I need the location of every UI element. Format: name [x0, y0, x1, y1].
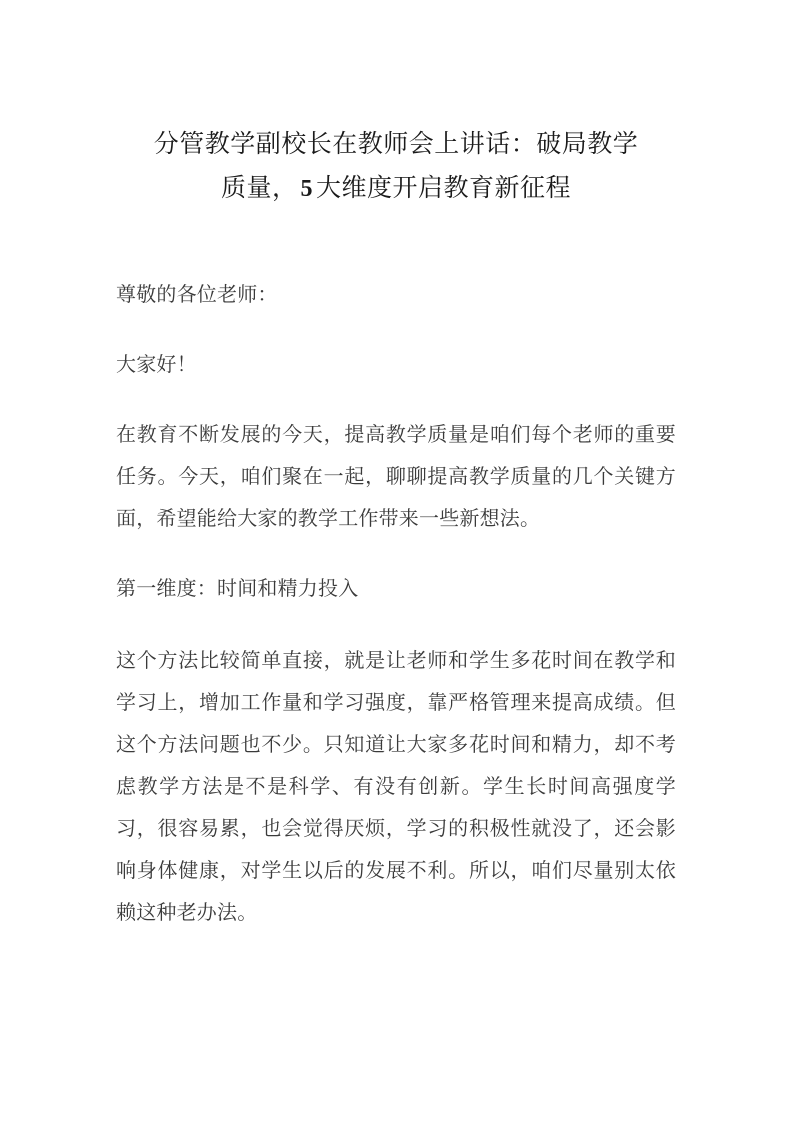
- document-body: [116, 273, 676, 933]
- document-content-column: [116, 0, 676, 933]
- page-title-line-2-suffix: 大维度开启教育新征程: [316, 173, 572, 202]
- greeting-line: 大家好！: [116, 352, 197, 376]
- intro-paragraph: 在教育不断发展的今天，提高教学质量是咱们每个老师的重要任务。今天，咱们聚在一起，聊聊提高教学质量的几个关键方面，希望能给大家的教学工作带来一些新想法。: [116, 422, 676, 530]
- page-title-line-1: 分管教学副校长在教师会上讲话：破局教学: [153, 129, 639, 158]
- page-title-dimension-count: 5: [300, 176, 313, 202]
- section-one-body-paragraph: 这个方法比较简单直接，就是让老师和学生多花时间在教学和学习上，增加工作量和学习强度，靠严格管理来提高成绩。但这个方法问题也不少。只知道让大家多花时间和精力，却不考虑教学方法是不是科学、有没有创新。学生长时间高强度学习，很容易累，也会觉得厌烦，学习的积极性就没了，还会影响身体健康，对学生以后的发展不利。所以，咱们尽量别太依赖这种老办法。: [116, 648, 676, 924]
- section-heading-dimension-one: 第一维度：时间和精力投入: [116, 576, 359, 600]
- salutation-line: 尊敬的各位老师：: [116, 282, 278, 306]
- page-title-line-2-prefix: 质量，: [220, 173, 298, 202]
- page-title: [116, 0, 676, 211]
